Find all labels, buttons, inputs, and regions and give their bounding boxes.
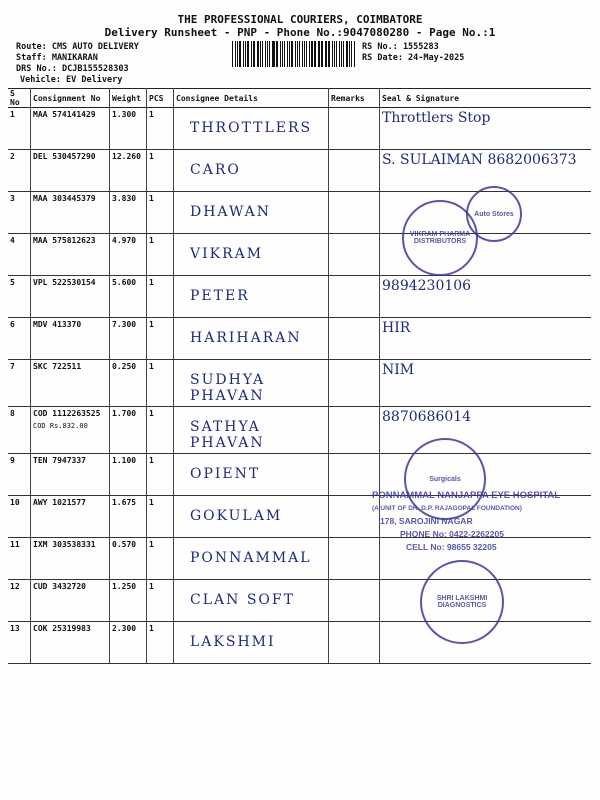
row-sno: 8 xyxy=(10,409,15,418)
barcode-bar xyxy=(245,41,246,67)
row-pcs: 1 xyxy=(149,278,154,287)
row-sno: 13 xyxy=(10,624,20,633)
table-header-row xyxy=(8,89,591,108)
row-signature-cell xyxy=(380,318,592,360)
row-sno: 6 xyxy=(10,320,15,329)
row-pcs-cell xyxy=(147,496,174,538)
row-remarks-cell xyxy=(329,108,380,150)
barcode-bar xyxy=(282,41,283,67)
row-signature-cell xyxy=(380,360,592,407)
hospital-cell: CELL No: 98655 32205 xyxy=(406,542,497,552)
row-pcs: 1 xyxy=(149,456,154,465)
row-remarks-cell xyxy=(329,318,380,360)
row-weight-cell xyxy=(110,360,147,407)
barcode-bar xyxy=(299,41,300,67)
row-signature: Throttlers Stop xyxy=(382,110,491,126)
row-consignee-cell xyxy=(174,108,329,150)
barcode-bar xyxy=(277,41,278,67)
row-signature-cell xyxy=(380,108,592,150)
table-row xyxy=(8,622,591,664)
diagnostics-stamp xyxy=(420,560,504,644)
row-consignment-cell xyxy=(31,538,110,580)
hospital-unit: (A UNIT OF DR. D.P. RAJAGOPAL FOUNDATION) xyxy=(372,505,522,512)
row-consignment: COK 25319983 xyxy=(33,624,91,633)
row-pcs-cell xyxy=(147,407,174,454)
barcode-bar xyxy=(341,41,342,67)
barcode-bar xyxy=(326,41,327,67)
row-remarks-cell xyxy=(329,622,380,664)
barcode-bar xyxy=(247,41,248,67)
diagnostics-text: SHRI LAKSHMI DIAGNOSTICS xyxy=(436,595,488,609)
auto-stores-text: Auto Stores xyxy=(474,210,514,218)
row-consignee: SUDHYA PHAVAN xyxy=(190,372,266,404)
barcode-bar xyxy=(325,41,326,67)
row-pcs-cell xyxy=(147,360,174,407)
row-consignment: SKC 722511 xyxy=(33,362,82,371)
row-pcs: 1 xyxy=(149,110,154,119)
row-sno-cell xyxy=(8,234,31,276)
vehicle-label: Vehicle: EV Delivery xyxy=(20,75,123,85)
row-remarks-cell xyxy=(329,234,380,276)
row-sno: 3 xyxy=(10,194,15,203)
row-sno: 2 xyxy=(10,152,15,161)
barcode-bar xyxy=(332,41,333,67)
table-row xyxy=(8,276,591,318)
barcode-bar xyxy=(262,41,263,67)
row-consignment: MDV 413370 xyxy=(33,320,82,329)
row-weight: 5.600 xyxy=(112,278,137,287)
row-weight-cell xyxy=(110,192,147,234)
row-consignment: IXM 303538331 xyxy=(33,540,96,549)
row-weight: 1.100 xyxy=(112,456,137,465)
col-pcs: PCS xyxy=(147,89,174,108)
row-consignee: VIKRAM xyxy=(190,246,264,262)
row-sno: 10 xyxy=(10,498,20,507)
row-sno: 5 xyxy=(10,278,15,287)
barcode-bar xyxy=(237,41,238,67)
row-remarks-cell xyxy=(329,150,380,192)
row-weight: 0.250 xyxy=(112,362,137,371)
barcode-bar xyxy=(235,41,236,67)
row-consignment-cell xyxy=(31,192,110,234)
row-consignee-cell xyxy=(174,454,329,496)
row-consignment: DEL 530457290 xyxy=(33,152,96,161)
row-consignment-cell xyxy=(31,318,110,360)
row-sno-cell xyxy=(8,192,31,234)
row-sno-cell xyxy=(8,360,31,407)
auto-stores-stamp xyxy=(466,186,522,242)
row-pcs: 1 xyxy=(149,582,154,591)
barcode-bar xyxy=(239,41,241,67)
row-consignee: CLAN SOFT xyxy=(190,592,295,608)
barcode-bar xyxy=(336,41,337,67)
barcode-bar xyxy=(253,41,254,67)
barcode-bar xyxy=(351,41,352,67)
barcode-bar xyxy=(232,41,233,67)
row-weight-cell xyxy=(110,454,147,496)
row-pcs-cell xyxy=(147,150,174,192)
row-signature-cell xyxy=(380,407,592,454)
barcode-bar xyxy=(306,41,307,67)
barcode-bar xyxy=(349,41,350,67)
barcode-bar xyxy=(339,41,340,67)
barcode-bar xyxy=(284,41,285,67)
row-signature-cell xyxy=(380,276,592,318)
row-sno-cell xyxy=(8,276,31,318)
row-pcs-cell xyxy=(147,108,174,150)
row-signature: NIM xyxy=(382,362,415,378)
row-weight: 1.675 xyxy=(112,498,137,507)
row-pcs-cell xyxy=(147,276,174,318)
cod-amount: COD Rs.832.00 xyxy=(33,422,88,430)
row-weight: 1.700 xyxy=(112,409,137,418)
col-consignment: Consignment No xyxy=(31,89,110,108)
barcode-bar xyxy=(321,41,322,67)
barcode-bar xyxy=(260,41,261,67)
row-weight-cell xyxy=(110,496,147,538)
row-consignment-cell xyxy=(31,234,110,276)
row-sno: 11 xyxy=(10,540,20,549)
barcode-bar xyxy=(257,41,259,67)
row-sno-cell xyxy=(8,407,31,454)
row-signature-cell xyxy=(380,150,592,192)
row-weight: 0.570 xyxy=(112,540,137,549)
barcode-bar xyxy=(297,41,298,67)
table-row xyxy=(8,108,591,150)
row-consignee-cell xyxy=(174,318,329,360)
row-weight-cell xyxy=(110,538,147,580)
row-weight-cell xyxy=(110,622,147,664)
row-consignment-cell xyxy=(31,622,110,664)
row-consignment-cell xyxy=(31,496,110,538)
row-consignment-cell xyxy=(31,276,110,318)
row-sno-cell xyxy=(8,150,31,192)
row-weight-cell xyxy=(110,108,147,150)
row-weight: 12.260 xyxy=(112,152,141,161)
row-pcs-cell xyxy=(147,622,174,664)
row-sno: 1 xyxy=(10,110,15,119)
row-consignee: LAKSHMI xyxy=(190,634,276,650)
drs-label: DRS No.: DCJB155528303 xyxy=(16,64,129,74)
row-consignment-cell xyxy=(31,108,110,150)
row-weight: 4.970 xyxy=(112,236,137,245)
barcode xyxy=(232,41,356,67)
row-remarks-cell xyxy=(329,192,380,234)
row-remarks-cell xyxy=(329,407,380,454)
barcode-bar xyxy=(309,41,310,67)
table-row xyxy=(8,407,591,454)
runsheet-title: THE PROFESSIONAL COURIERS, COIMBATORE xyxy=(177,13,423,26)
row-pcs-cell xyxy=(147,580,174,622)
col-seal-signature: Seal & Signature xyxy=(380,89,592,108)
row-consignment: AWY 1021577 xyxy=(33,498,86,507)
row-consignee-cell xyxy=(174,360,329,407)
row-sno-cell xyxy=(8,622,31,664)
delivery-table xyxy=(8,88,591,664)
row-consignment: CUD 3432720 xyxy=(33,582,86,591)
barcode-bar xyxy=(269,41,270,67)
row-weight-cell xyxy=(110,318,147,360)
barcode-bar xyxy=(346,41,348,67)
barcode-bar xyxy=(289,41,290,67)
row-weight: 1.250 xyxy=(112,582,137,591)
row-sno-cell xyxy=(8,580,31,622)
row-pcs: 1 xyxy=(149,409,154,418)
table-row xyxy=(8,360,591,407)
row-remarks-cell xyxy=(329,580,380,622)
row-consignee: THROTTLERS xyxy=(190,120,313,136)
row-consignee-cell xyxy=(174,580,329,622)
table-row xyxy=(8,318,591,360)
row-consignment-cell xyxy=(31,454,110,496)
barcode-bar xyxy=(302,41,303,67)
barcode-bar xyxy=(328,41,330,67)
barcode-bar xyxy=(304,41,305,67)
row-pcs-cell xyxy=(147,454,174,496)
barcode-bar xyxy=(334,41,335,67)
row-pcs: 1 xyxy=(149,540,154,549)
row-signature: 9894230106 xyxy=(382,278,472,294)
rs-number: RS No.: 1555283 xyxy=(362,42,439,52)
barcode-bar xyxy=(291,41,293,67)
row-pcs-cell xyxy=(147,192,174,234)
row-pcs: 1 xyxy=(149,152,154,161)
barcode-bar xyxy=(265,41,266,67)
row-pcs: 1 xyxy=(149,236,154,245)
row-weight-cell xyxy=(110,580,147,622)
barcode-bar xyxy=(267,41,268,67)
row-weight: 2.300 xyxy=(112,624,137,633)
row-consignee: PONNAMMAL xyxy=(190,550,312,566)
col-weight: Weight xyxy=(110,89,147,108)
row-sno-cell xyxy=(8,496,31,538)
row-consignment: COD 1112263525 xyxy=(33,409,101,418)
barcode-bar xyxy=(311,41,313,67)
col-sno: S No xyxy=(8,89,31,108)
row-consignee: PETER xyxy=(190,288,250,304)
barcode-bar xyxy=(354,41,355,67)
barcode-bar xyxy=(314,41,315,67)
row-sno-cell xyxy=(8,538,31,580)
row-signature: 8870686014 xyxy=(382,409,472,425)
row-pcs-cell xyxy=(147,234,174,276)
row-consignee-cell xyxy=(174,192,329,234)
row-weight-cell xyxy=(110,407,147,454)
runsheet-subtitle: Delivery Runsheet - PNP - Phone No.:9047080280 - Page No.:1 xyxy=(104,26,496,39)
row-pcs: 1 xyxy=(149,194,154,203)
row-consignment: MAA 575812623 xyxy=(33,236,96,245)
col-consignee: Consignee Details xyxy=(174,89,329,108)
row-consignment: MAA 574141429 xyxy=(33,110,96,119)
row-weight-cell xyxy=(110,150,147,192)
row-weight: 7.300 xyxy=(112,320,137,329)
row-consignee-cell xyxy=(174,150,329,192)
row-sno-cell xyxy=(8,454,31,496)
row-consignment: MAA 303445379 xyxy=(33,194,96,203)
row-consignment-cell xyxy=(31,580,110,622)
hospital-phone: PHONE No: 0422-2262205 xyxy=(400,529,504,539)
row-sno: 7 xyxy=(10,362,15,371)
row-weight: 1.300 xyxy=(112,110,137,119)
row-pcs: 1 xyxy=(149,320,154,329)
row-sno: 4 xyxy=(10,236,15,245)
barcode-bar xyxy=(280,41,281,67)
barcode-bar xyxy=(287,41,288,67)
row-consignee: HARIHARAN xyxy=(190,330,302,346)
barcode-bar xyxy=(276,41,277,67)
barcode-bar xyxy=(254,41,255,67)
hospital-stamp xyxy=(372,489,560,554)
row-consignee: SATHYA PHAVAN xyxy=(190,419,265,451)
row-sno-cell xyxy=(8,318,31,360)
row-consignee: DHAWAN xyxy=(190,204,272,220)
col-remarks: Remarks xyxy=(329,89,380,108)
row-remarks-cell xyxy=(329,360,380,407)
row-consignee-cell xyxy=(174,407,329,454)
row-consignee-cell xyxy=(174,622,329,664)
barcode-bar xyxy=(295,41,296,67)
hospital-name: PONNAMMAL NANJAPPA EYE HOSPITAL xyxy=(372,490,561,501)
row-consignee-cell xyxy=(174,234,329,276)
row-pcs-cell xyxy=(147,318,174,360)
row-consignee-cell xyxy=(174,496,329,538)
row-consignee-cell xyxy=(174,538,329,580)
barcode-bar xyxy=(319,41,320,67)
row-pcs: 1 xyxy=(149,624,154,633)
row-sno: 9 xyxy=(10,456,15,465)
row-signature: S. SULAIMAN 8682006373 xyxy=(382,152,577,168)
table-row xyxy=(8,150,591,192)
row-sno-cell xyxy=(8,108,31,150)
barcode-bar xyxy=(343,41,344,67)
row-weight: 3.830 xyxy=(112,194,137,203)
row-sno: 12 xyxy=(10,582,20,591)
row-consignee-cell xyxy=(174,276,329,318)
row-consignment-cell xyxy=(31,150,110,192)
pharma-stamp-text: VIKRAM PHARMA DISTRIBUTORS xyxy=(409,231,471,245)
route-label: Route: CMS AUTO DELIVERY xyxy=(16,42,139,52)
row-consignment: VPL 522530154 xyxy=(33,278,96,287)
row-signature: HIR xyxy=(382,320,411,336)
row-consignment: TEN 7947337 xyxy=(33,456,86,465)
row-consignee: GOKULAM xyxy=(190,508,283,524)
barcode-bar xyxy=(243,41,244,67)
barcode-bar xyxy=(251,41,252,67)
row-weight-cell xyxy=(110,234,147,276)
row-remarks-cell xyxy=(329,276,380,318)
surgicals-text: Surgicals xyxy=(429,475,461,483)
hospital-address: 178, SAROJINI NAGAR xyxy=(380,516,473,526)
row-pcs: 1 xyxy=(149,498,154,507)
row-consignee: CARO xyxy=(190,162,241,178)
row-weight-cell xyxy=(110,276,147,318)
barcode-bar xyxy=(272,41,274,67)
row-consignment-cell xyxy=(31,407,110,454)
rs-date: RS Date: 24-May-2025 xyxy=(362,53,465,63)
row-consignee: OPIENT xyxy=(190,466,261,482)
staff-label: Staff: MANIKARAN xyxy=(16,53,98,63)
row-pcs: 1 xyxy=(149,362,154,371)
barcode-bar xyxy=(318,41,319,67)
row-consignment-cell xyxy=(31,360,110,407)
row-pcs-cell xyxy=(147,538,174,580)
